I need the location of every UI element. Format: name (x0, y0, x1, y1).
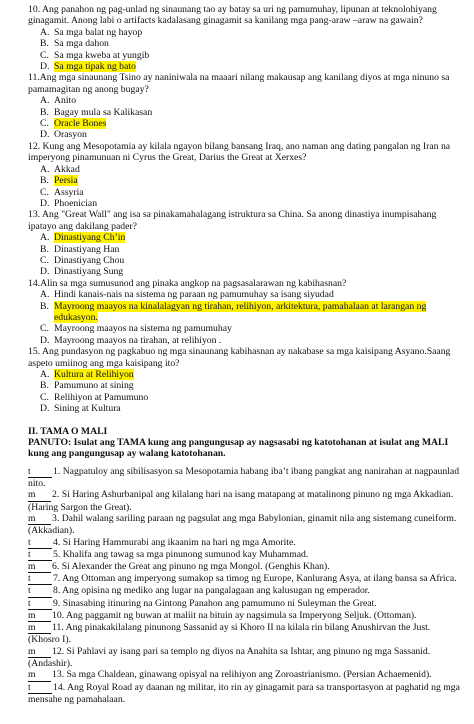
tf-item (28, 610, 460, 622)
choice-letter: D. (40, 61, 50, 73)
choice-letter: A. (40, 95, 50, 107)
answer-blank: t (28, 599, 52, 610)
choice-letter: C. (40, 186, 49, 198)
tf-item (28, 573, 460, 585)
choice-letter: A. (40, 232, 50, 244)
choice-b (40, 380, 460, 391)
answer-blank: m (28, 490, 51, 501)
choice-letter: B. (40, 175, 49, 187)
question-text: 12. Kung ang Mesopotamia ay kilala ngayon bilang bansang Iraq, ano naman ang dating pangalan ng Iran na imperyong pinamunuan ni Cyrus the Great, Darius the Great at Xerxes? (28, 140, 451, 164)
answer-blank: t (28, 586, 52, 597)
tf-statement: 1. Nagpatuloy ang sibilisasyon sa Mesopotamia habang iba’t ibang pangkat ang nanirahan at nagpaunlad nito. (28, 465, 460, 490)
highlighted-answer: Oracle Bones (54, 118, 107, 130)
answer-blank: m (28, 670, 51, 681)
answer-blank: m (28, 514, 51, 525)
choice-text: Sining at Kultura (54, 403, 121, 415)
choice-text: Phoenician (54, 197, 98, 209)
choice-c (40, 50, 460, 61)
choice-a (40, 164, 460, 175)
choice-text: Akkad (54, 163, 80, 175)
answer-blank: m (28, 611, 51, 622)
answer-blank: m (28, 647, 51, 658)
highlighted-answer: Persia (54, 175, 78, 187)
tf-item (28, 561, 460, 573)
tf-statement: 8. Ang opisina ng mediko ang lugar na pangalagaan ang kalusugan ng emperador. (53, 585, 370, 597)
choice-letter: A. (40, 289, 50, 301)
question-text: 11.Ang mga sinaunang Tsino ay naniniwala na maaari nilang makausap ang kanilang diyos at mga ninuno sa pamamagitan ng anong bugay? (28, 72, 450, 95)
choice-text: Pamumuno at sining (54, 380, 134, 392)
question-13 (28, 209, 460, 277)
tf-item (28, 622, 460, 646)
tf-statement: 9. Sinasabing itinuring na Gintong Panahon ang pamumuno ni Suleyman the Great. (53, 597, 377, 609)
choice-letter: C. (40, 49, 49, 61)
tf-statement: 4. Si Haring Hammurabi ang ikaanim na hari ng mga Amorite. (53, 536, 296, 548)
answer-blank: t (28, 550, 52, 561)
highlighted-answer: Kultura at Relihiyon (54, 369, 134, 380)
tf-statement: 2. Si Haring Ashurbanipal ang kilalang hari na isang matapang at matalinong pinuno ng mga Akkadian. (Haring Sargon the Great). (28, 489, 454, 513)
choice-text: Sa mga kweba at yungib (54, 49, 150, 61)
choice-letter: B. (40, 300, 49, 312)
tf-statement: 14. Ang Royal Road ay daanan ng militar, ito rin ay ginagamit para sa transportasyon at paghatid ng mga mensahe ng pamahalaan. (28, 681, 460, 705)
choice-text: Dinastiyang Sung (54, 266, 124, 278)
tf-statement: 13. Sa mga Chaldean, ginawang opisyal na relihiyon ang Zoroastrianismo. (Persian Achaemenid). (52, 669, 432, 681)
choice-text: Mayroong maayos na sistema ng pamumuhay (54, 323, 232, 335)
tf-statement: 7. Ang Ottoman ang imperyong sumakop sa timog ng Europe, Kanlurang Asya, at ilang bansa sa Africa. (53, 573, 457, 585)
tf-item (28, 549, 460, 561)
choice-text: Bagay mula sa Kalikasan (54, 106, 153, 118)
tf-item (28, 585, 460, 597)
tf-item (28, 682, 460, 706)
choice-letter: B. (40, 243, 49, 255)
answer-blank: m (28, 562, 51, 573)
choice-text: Dinastiyang Chou (54, 254, 125, 266)
true-false-section (28, 466, 460, 705)
choice-letter: A. (40, 163, 50, 175)
choice-text: Mayroong maayos na tirahan, at relihiyon . (54, 334, 222, 346)
choice-text: Sa mga dahon (54, 38, 109, 50)
tf-statement: 6. Si Alexander the Great ang pinuno ng mga Mongol. (Genghis Khan). (52, 561, 330, 573)
choice-d (40, 129, 460, 140)
choice-d (40, 335, 460, 346)
choice-b (40, 301, 460, 324)
choice-letter: D. (40, 403, 50, 415)
choice-text: Sa mga balat ng hayop (54, 26, 143, 38)
choice-a (40, 95, 460, 106)
choice-letter: B. (40, 38, 49, 50)
tf-item (28, 598, 460, 610)
answer-blank: m (28, 623, 51, 634)
choice-b (40, 38, 460, 49)
tf-item (28, 466, 460, 490)
choice-letter: A. (40, 26, 50, 38)
tf-statement: 5. Khalifa ang tawag sa mga pinunong sumunod kay Muhammad. (53, 548, 309, 560)
question-text: 13. Ang "Great Wall" ang isa sa pinakamahalagang istruktura sa China. Sa anong dinastiya inumpisahang ipatayo ang dakilang pader? (28, 209, 437, 232)
choice-a (40, 369, 460, 380)
choice-d (40, 61, 460, 72)
choice-c (40, 255, 460, 266)
choice-letter: A. (40, 369, 50, 380)
choice-text: Orasyon (54, 129, 87, 141)
choice-letter: D. (40, 334, 50, 346)
tf-item (28, 489, 460, 513)
tf-statement: 3. Dahil walang sariling paraan ng pagsulat ang mga Babylonian, ginamit nila ang sistemang cuneiform. (Akkadian). (28, 513, 457, 537)
choice-text: Dinastiyang Han (54, 243, 120, 255)
choice-text: Relihiyon at Pamumuno (54, 391, 149, 403)
section-instructions: PANUTO: Isulat ang TAMA kung ang pangungusap ay nagsasabi ng katotohanan at isulat ang MALI kung ang pangungusap ay walang katotohanan. (28, 437, 449, 460)
choice-c (40, 118, 460, 129)
choice-letter: B. (40, 106, 49, 118)
question-14 (28, 278, 460, 346)
document-page (28, 4, 460, 705)
choice-letter: C. (40, 323, 49, 335)
choice-letter: D. (40, 197, 50, 209)
section-title: II. TAMA O MALI (28, 425, 108, 437)
section-spacer (28, 415, 460, 426)
choice-a (40, 27, 460, 38)
tf-statement: 10. Ang paggamit ng buwan at maliit na bituin ay nagsimula sa Imperyong Seljuk. (Ottoman). (52, 609, 417, 621)
question-12 (28, 141, 460, 209)
choice-letter: C. (40, 391, 49, 403)
answer-blank: t (28, 467, 52, 478)
highlighted-answer: Sa mga tipak ng bato (54, 61, 136, 73)
tf-statement: 12. Si Pahlavi ay isang pari sa templo ng diyos na Anahita sa Ishtar, ang pinuno ng mga Sassanid. (Andashir). (28, 645, 431, 669)
choice-c (40, 392, 460, 403)
choice-text: Anito (54, 95, 77, 107)
highlighted-answer: Mayroong maayos na kinalalagyan ng tirahan, relihiyon, arkitektura, pamahalaan at larangan ng edukasyon. (54, 300, 427, 323)
choice-d (40, 198, 460, 209)
question-15 (28, 346, 460, 414)
answer-blank: t (28, 574, 52, 585)
question-text: 15. Ang pundasyon ng pagkabuo ng mga sinaunang kabihasnan ay nakabase sa mga kaisipang Asyano.Saang aspeto umiinog ang mga kaisipang ito? (28, 346, 451, 369)
tf-item (28, 669, 460, 681)
question-text: 14.Alin sa mga sumusunod ang pinaka angkop na pagsasalarawan ng kabihasnan? (28, 277, 347, 289)
tf-item (28, 537, 460, 549)
tf-item (28, 513, 460, 537)
tf-item (28, 646, 460, 670)
question-11 (28, 72, 460, 140)
choice-c (40, 187, 460, 198)
question-10 (28, 4, 460, 72)
answer-blank: t (28, 538, 52, 549)
question-text: 10. Ang panahon ng pag-unlad ng sinaunang tao ay batay sa uri ng pamumuhay, lipunan at teknolohiyang ginagamit. Anong labi o artifacts kadalasang ginagamit sa kanilang mga pang-araw –araw na gawain? (28, 4, 437, 27)
choice-b (40, 244, 460, 255)
highlighted-answer: Dinastiyang Ch’in (54, 232, 126, 244)
choice-c (40, 323, 460, 334)
choice-letter: C. (40, 118, 49, 130)
choice-text: Assyria (54, 186, 84, 198)
choice-letter: D. (40, 129, 50, 141)
choice-a (40, 232, 460, 243)
tf-statement: 11. Ang pinakakilalang pinunong Sassanid ay si Khoro II na kilala rin bilang Anushirvan the Just. (Khosro I). (28, 622, 431, 646)
choice-letter: C. (40, 254, 49, 266)
choice-letter: D. (40, 266, 50, 278)
choice-b (40, 175, 460, 186)
choice-text: Hindi kanais-nais na sistema ng paraan ng pamumuhay sa isang siyudad (54, 289, 334, 301)
choice-d (40, 266, 460, 277)
answer-blank: t (28, 683, 52, 694)
choice-b (40, 107, 460, 118)
choice-a (40, 289, 460, 300)
choice-d (40, 403, 460, 414)
multiple-choice-section (28, 4, 460, 415)
choice-letter: B. (40, 380, 49, 392)
